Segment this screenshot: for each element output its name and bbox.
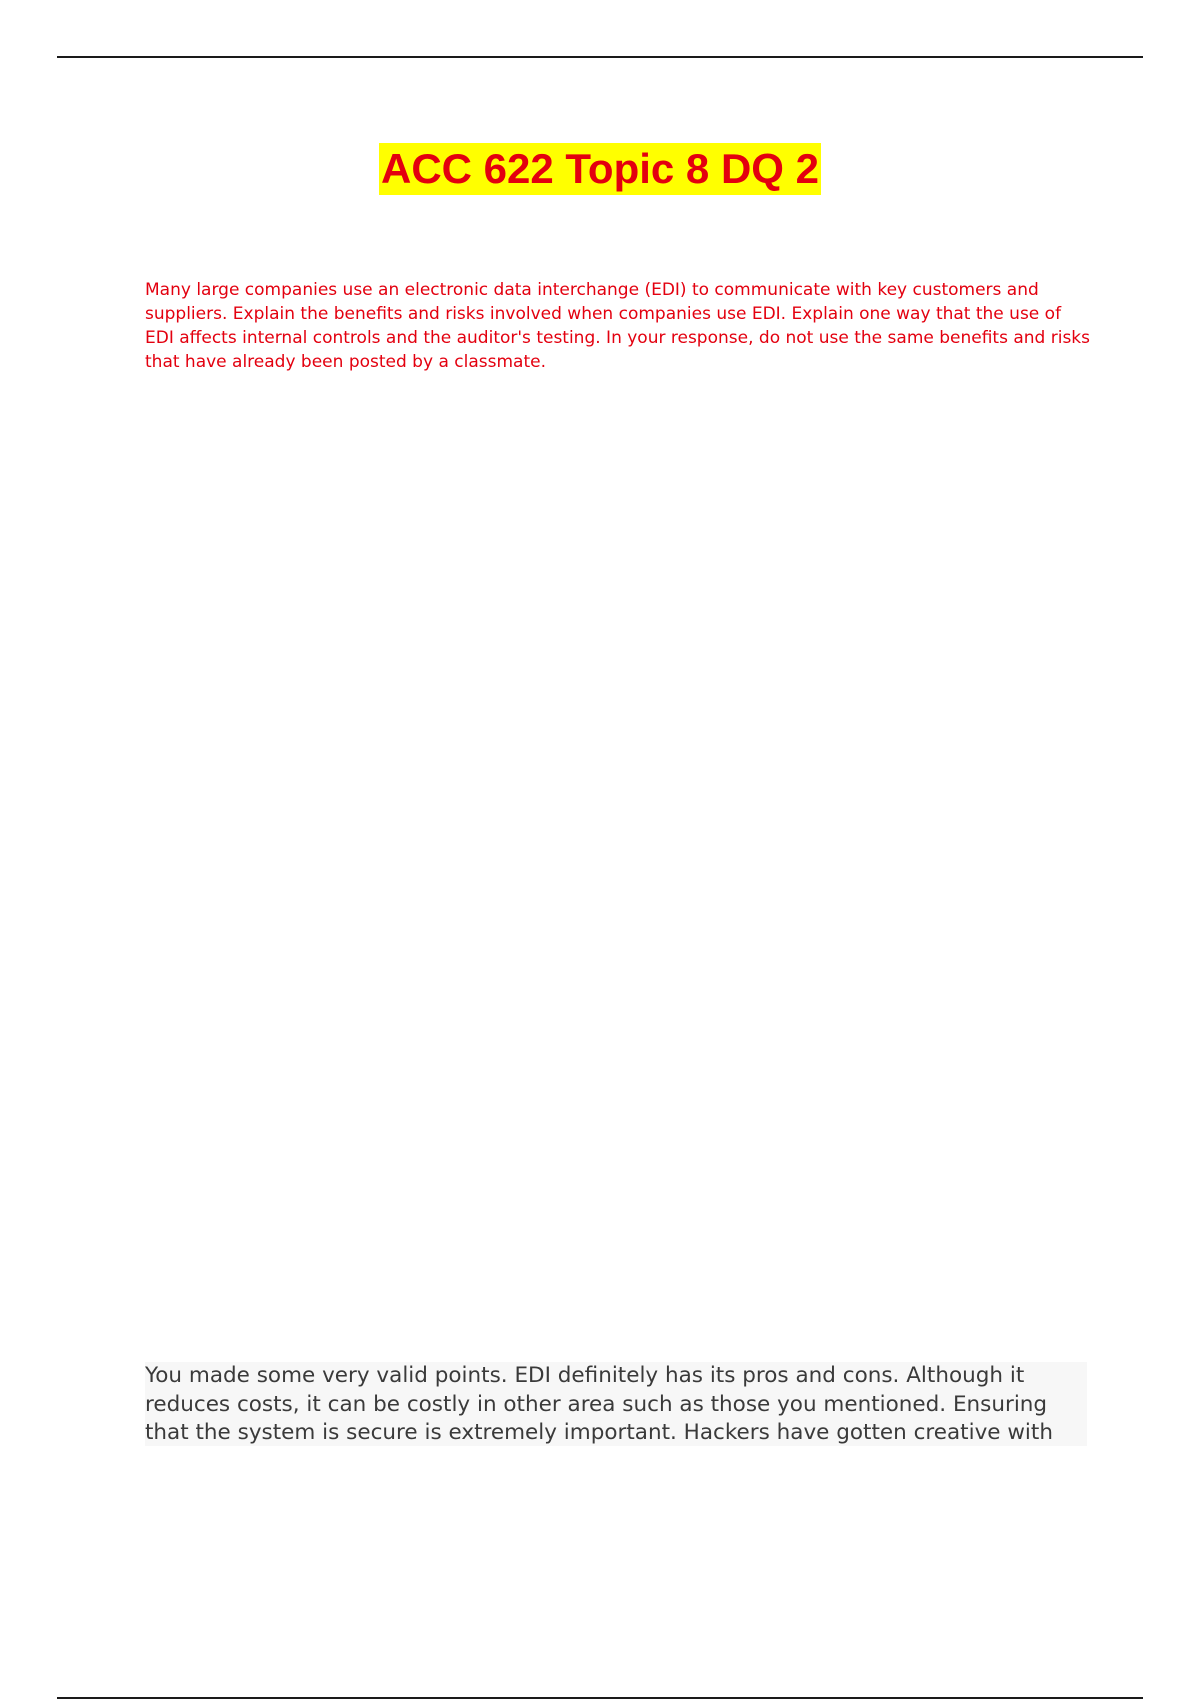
bottom-rule	[57, 1697, 1143, 1699]
page-title: ACC 622 Topic 8 DQ 2	[379, 143, 821, 195]
reply-line: reduces costs, it can be costly in other area such as those you mentioned. Ensuring	[145, 1391, 1048, 1417]
discussion-prompt: Many large companies use an electronic data interchange (EDI) to communicate with key customers and suppliers. Explain the benefits and risks involved when companies use EDI. Explain one way that the use of EDI affects internal controls and the auditor's testing. In your response, do not use the same benefits and risks that have already been posted by a classmate.	[145, 280, 1091, 372]
reply-excerpt	[145, 1362, 1087, 1446]
top-rule	[57, 56, 1143, 58]
reply-line: You made some very valid points. EDI definitely has its pros and cons. Although it	[145, 1363, 1025, 1388]
reply-line: that the system is secure is extremely important. Hackers have gotten creative with	[145, 1420, 1053, 1445]
title-container	[0, 143, 1200, 195]
